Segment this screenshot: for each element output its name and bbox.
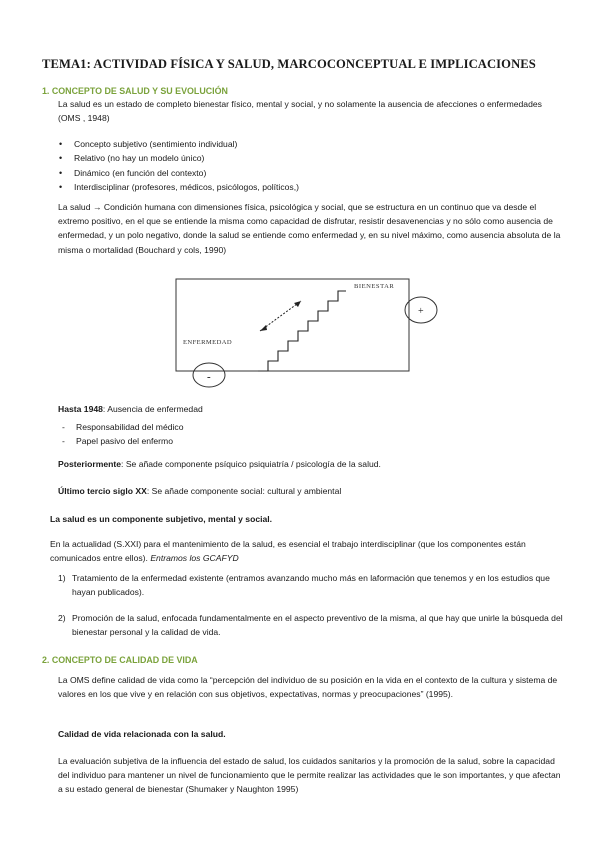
actualidad-text: En la actualidad (S.XXI) para el mantenimiento de la salud, es esencial el trabajo interdisciplinar (que los componentes están comunicados entre ellos). xyxy=(50,539,526,564)
item-number: 1) xyxy=(58,573,66,583)
list-item: • Dinámico (en función del contexto) xyxy=(58,166,299,180)
item-text: Tratamiento de la enfermedad existente (entramos avanzando mucho más en laformación que tenemos y en los estudios que hayan publicados). xyxy=(72,573,550,598)
staircase-line xyxy=(258,291,346,371)
item-number: 2) xyxy=(58,613,66,623)
hasta-1948-text: : Ausencia de enfermedad xyxy=(102,404,203,414)
item-text: Promoción de la salud, enfocada fundamentalmente en el aspecto preventivo de la misma, al que hay que unirle la búsqueda del bienestar personal y la calidad de vida. xyxy=(72,613,563,638)
posteriormente-line xyxy=(58,457,381,471)
list-item: • Concepto subjetivo (sentimiento individual) xyxy=(58,137,299,151)
salud-condition-paragraph: La salud → Condición humana con dimensiones física, psicológica y social, que se estructura en un continuo que va desde el extremo positivo, en el que se entiende la misma como capacidad de disfrutar, resistir desavenencias y no sólo como ausencia de enfermedad, y un polo negativo, donde la salud se entiende como enfermedad y, en su nivel máximo, como ausencia absoluta de la misma o mortalidad (Bouchard y cols, 1990) xyxy=(58,202,561,255)
list-item: - Papel pasivo del enfermo xyxy=(58,434,184,448)
diagram-frame xyxy=(176,279,409,371)
actualidad-paragraph xyxy=(50,537,560,565)
ultimo-tercio-line xyxy=(58,484,341,498)
salud-statement: La salud es un componente subjetivo, mental y social. xyxy=(50,514,273,524)
plus-sign: + xyxy=(418,306,424,317)
minus-sign: - xyxy=(207,371,211,383)
arrow-head-up xyxy=(294,301,301,307)
numbered-item-2 xyxy=(58,611,563,639)
posteriormente-text: : Se añade componente psíquico psiquiatría / psicología de la salud. xyxy=(121,459,381,469)
hasta-1948-line xyxy=(58,402,203,416)
list-item: - Responsabilidad del médico xyxy=(58,420,184,434)
section-heading-calidad-vida: 2. CONCEPTO DE CALIDAD DE VIDA xyxy=(42,655,198,665)
hasta-1948-label: Hasta 1948 xyxy=(58,404,103,414)
list-item: • Interdisciplinar (profesores, médicos, psicólogos, políticos,) xyxy=(58,180,299,194)
enfermedad-label: ENFERMEDAD xyxy=(183,339,233,346)
evaluacion-paragraph: La evaluación subjetiva de la influencia del estado de salud, los cuidados sanitarios y la promoción de la salud, sobre la capacidad del individuo para mantener un nivel de funcionamiento que le permite realizar las actividades que le son importantes, y que afectan a su estado general de bienestar (Shumaker y Naughton 1995) xyxy=(58,756,561,795)
health-continuum-diagram xyxy=(170,275,445,390)
salud-characteristics-list xyxy=(58,137,299,195)
ultimo-tercio-label: Último tercio siglo XX xyxy=(58,486,147,496)
document-title: TEMA1: ACTIVIDAD FÍSICA Y SALUD, MARCOCONCEPTUAL E IMPLICACIONES xyxy=(42,57,536,71)
posteriormente-label: Posteriormente xyxy=(58,459,122,469)
oms-calidad-paragraph: La OMS define calidad de vida como la “percepción del individuo de su posición en la vida en el contexto de la cultura y sistema de valores en los que vive y en relación con sus objetivos, expectativas, normas y preocupaciones” (1995). xyxy=(58,675,558,700)
list-item: • Relativo (no hay un modelo único) xyxy=(58,151,299,165)
bienestar-label: BIENESTAR xyxy=(354,283,395,290)
actualidad-italic: Entramos los GCAFYD xyxy=(150,553,239,564)
ultimo-tercio-text: : Se añade componente social: cultural y ambiental xyxy=(146,486,342,496)
numbered-item-1 xyxy=(58,571,563,599)
hasta-1948-list xyxy=(58,420,184,448)
arrow-head-down xyxy=(260,325,267,331)
calidad-subheading: Calidad de vida relacionada con la salud. xyxy=(58,729,226,739)
salud-definition-oms: La salud es un estado de completo bienestar físico, mental y social, y no solamente la ausencia de afecciones o enfermedades (OMS , 1948) xyxy=(58,99,542,124)
section-heading-salud: 1. CONCEPTO DE SALUD Y SU EVOLUCIÓN xyxy=(42,86,228,96)
